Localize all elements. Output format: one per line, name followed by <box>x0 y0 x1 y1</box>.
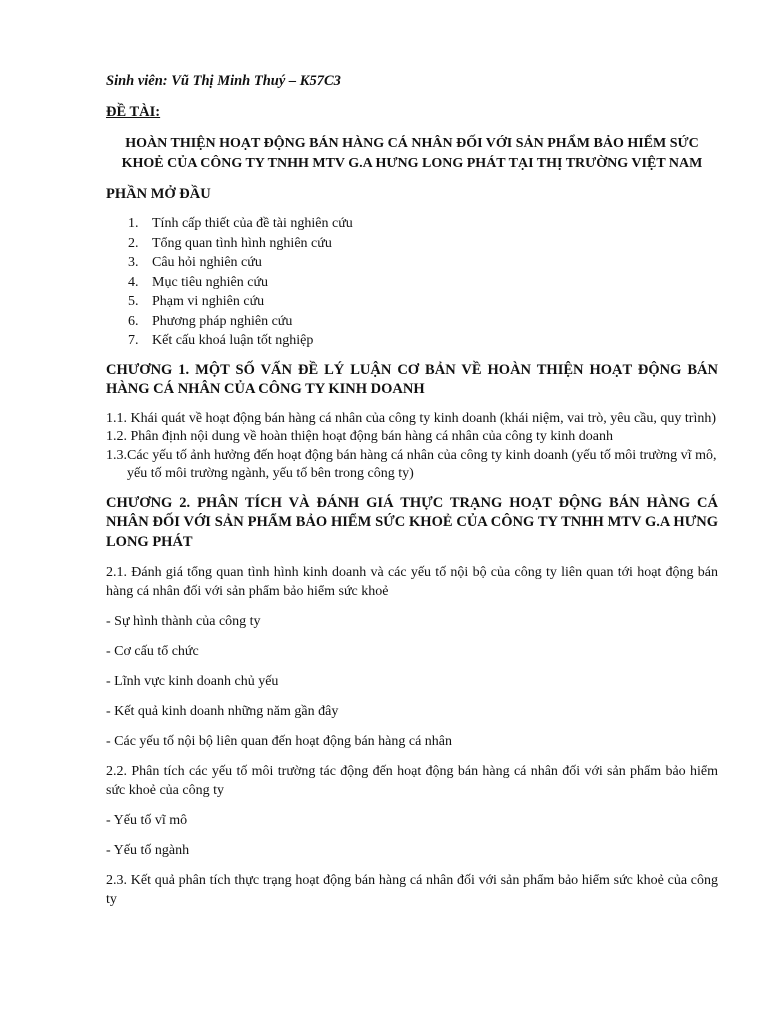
list-item-number: 1. <box>128 216 139 231</box>
section-2-1-item: - Sự hình thành của công ty <box>106 614 261 629</box>
section-2-1-item: - Kết quả kinh doanh những năm gần đây <box>106 704 339 719</box>
chapter-1-sections <box>106 410 718 484</box>
list-item-text: Kết cấu khoá luận tốt nghiệp <box>152 333 314 348</box>
list-item <box>128 331 718 351</box>
list-item <box>128 312 718 332</box>
document-content <box>106 72 718 909</box>
section-2-3: 2.3. Kết quả phân tích thực trạng hoạt động bán hàng cá nhân đối với sản phẩm bảo hiểm sức khoẻ của công ty <box>106 873 718 907</box>
section-1-3: 1.3.Các yếu tố ảnh hưởng đến hoạt động bán hàng cá nhân của công ty kinh doanh (yếu tố môi trường vĩ mô, yếu tố môi trường ngành, yếu tố bên trong công ty) <box>106 447 717 481</box>
list-item <box>128 253 718 273</box>
section-2-2-item: - Yếu tố ngành <box>106 843 190 858</box>
topic-label: ĐỀ TÀI: <box>106 104 161 120</box>
thesis-title: HOÀN THIỆN HOẠT ĐỘNG BÁN HÀNG CÁ NHÂN ĐỐI VỚI SẢN PHẨM BẢO HIỂM SỨC KHOẺ CỦA CÔNG TY TNHH MTV G.A HƯNG LONG PHÁT TẠI THỊ TRƯỜNG VIỆT NAM <box>121 136 703 171</box>
list-item-number: 6. <box>128 313 139 329</box>
section-2-1-item: - Các yếu tố nội bộ liên quan đến hoạt động bán hàng cá nhân <box>106 734 453 749</box>
intro-list <box>106 214 718 351</box>
student-line: Sinh viên: Vũ Thị Minh Thuý – K57C3 <box>106 73 341 89</box>
intro-heading: PHẦN MỞ ĐẦU <box>106 186 211 202</box>
list-item-text: Tính cấp thiết của đề tài nghiên cứu <box>152 216 353 231</box>
list-item-number: 3. <box>128 255 139 270</box>
list-item <box>128 234 718 254</box>
chapter-2-heading: CHƯƠNG 2. PHÂN TÍCH VÀ ĐÁNH GIÁ THỰC TRẠNG HOẠT ĐỘNG BÁN HÀNG CÁ NHÂN ĐỐI VỚI SẢN PHẨM BẢO HIỂM SỨC KHOẺ CỦA CÔNG TY TNHH MTV G.A HƯNG LONG PHÁT <box>106 494 718 550</box>
list-item-text: Câu hỏi nghiên cứu <box>152 255 262 270</box>
section-1-1: 1.1. Khái quát về hoạt động bán hàng cá nhân của công ty kinh doanh (khái niệm, vai trò, yêu cầu, quy trình) <box>106 410 716 426</box>
chapter-1-heading: CHƯƠNG 1. MỘT SỐ VẤN ĐỀ LÝ LUẬN CƠ BẢN VỀ HOÀN THIỆN HOẠT ĐỘNG BÁN HÀNG CÁ NHÂN CỦA CÔNG TY KINH DOANH <box>106 361 718 397</box>
section-2-1: 2.1. Đánh giá tổng quan tình hình kinh doanh và các yếu tố nội bộ của công ty liên quan tới hoạt động bán hàng cá nhân đối với sản phẩm bảo hiểm sức khoẻ <box>106 565 718 599</box>
list-item <box>128 292 718 312</box>
list-item-text: Phạm vi nghiên cứu <box>152 294 265 309</box>
list-item-text: Phương pháp nghiên cứu <box>152 313 293 329</box>
section-2-1-item: - Lĩnh vực kinh doanh chủ yếu <box>106 674 279 689</box>
section-2-2: 2.2. Phân tích các yếu tố môi trường tác động đến hoạt động bán hàng cá nhân đối với sản phẩm bảo hiểm sức khoẻ của công ty <box>106 764 718 798</box>
list-item-text: Tổng quan tình hình nghiên cứu <box>152 235 332 251</box>
list-item <box>128 214 718 234</box>
list-item-number: 7. <box>128 333 139 348</box>
list-item-number: 2. <box>128 235 139 251</box>
list-item-number: 5. <box>128 294 139 309</box>
list-item-text: Mục tiêu nghiên cứu <box>152 274 269 290</box>
section-2-2-item: - Yếu tố vĩ mô <box>106 813 188 828</box>
list-item-number: 4. <box>128 274 139 290</box>
section-2-1-item: - Cơ cấu tổ chức <box>106 644 199 659</box>
list-item <box>128 273 718 293</box>
section-1-2: 1.2. Phân định nội dung về hoàn thiện hoạt động bán hàng cá nhân của công ty kinh doanh <box>106 429 614 444</box>
